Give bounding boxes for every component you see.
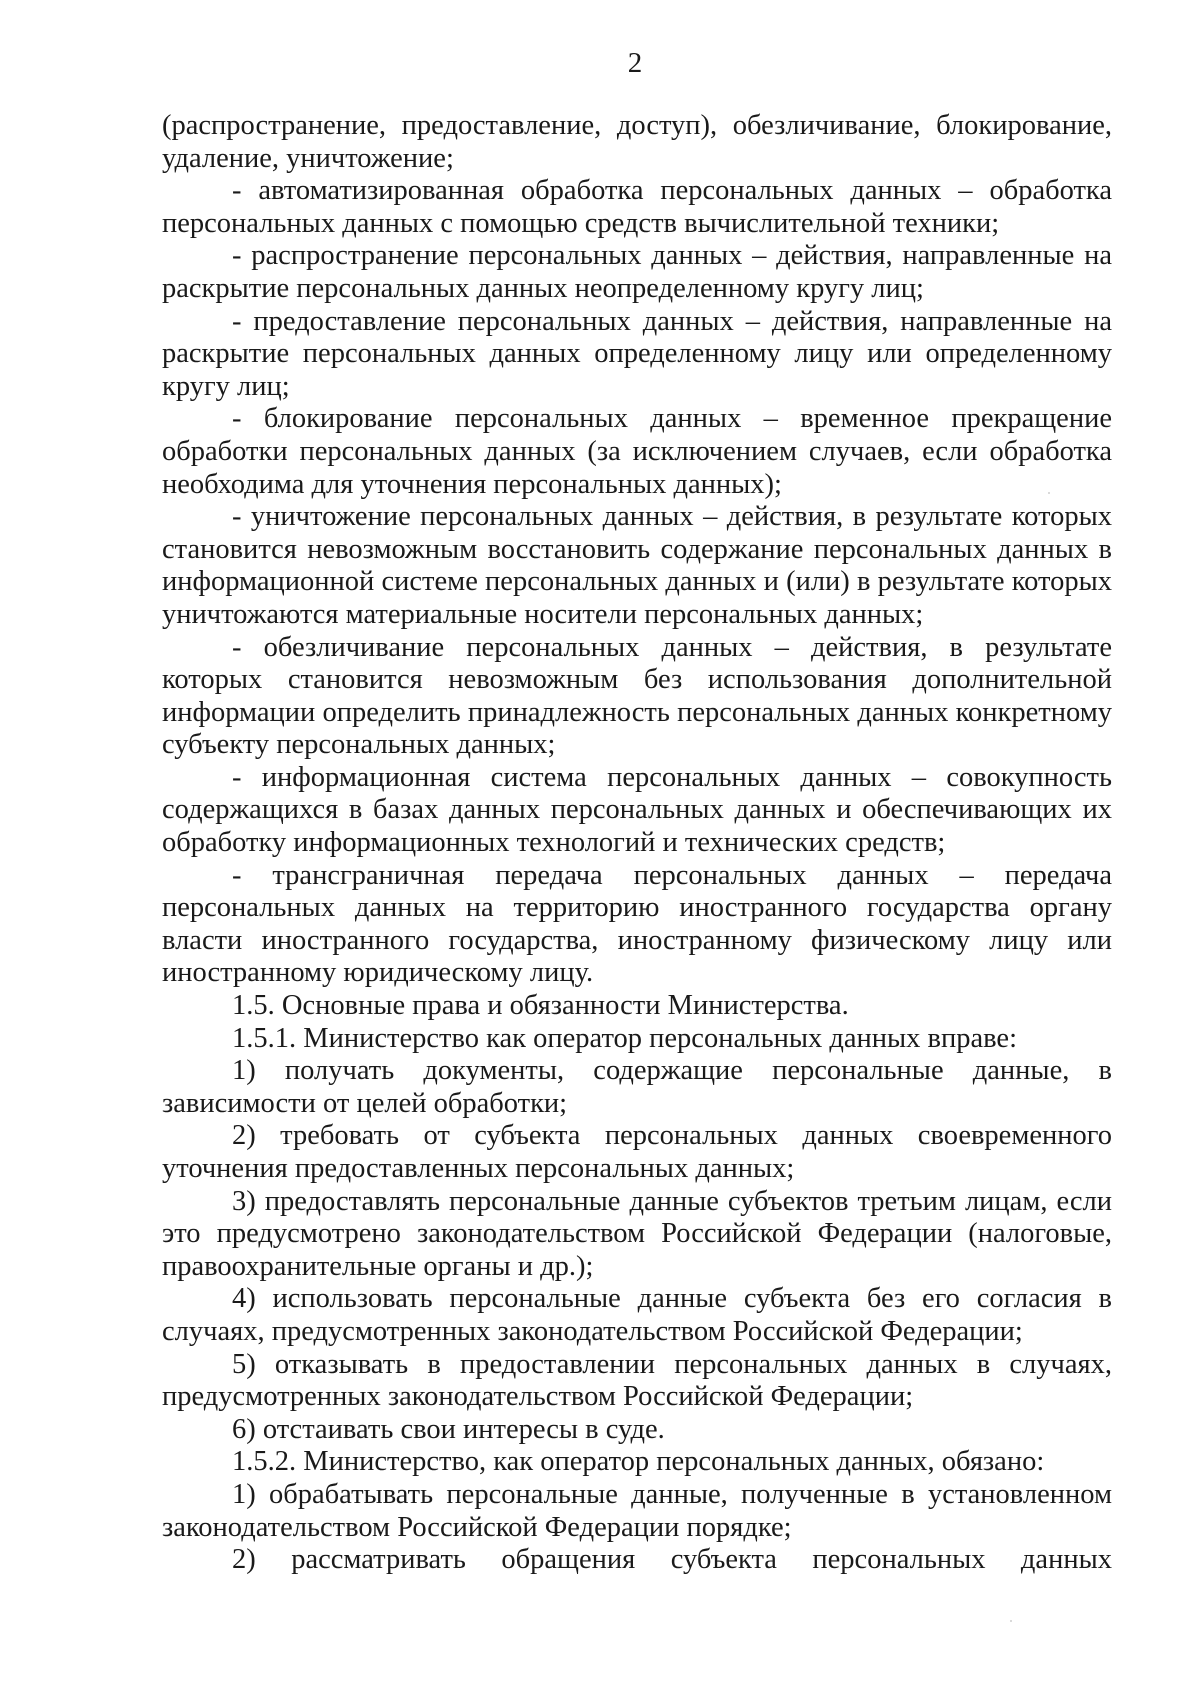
right-item-1: 1) получать документы, содержащие персональные данные, в зависимости от целей обработки; (162, 1055, 1112, 1119)
section-heading-1-5: 1.5. Основные права и обязанности Министерства. (232, 990, 849, 1022)
right-item-5: 5) отказывать в предоставлении персональных данных в случаях, предусмотренных законодательством Российской Федерации; (162, 1348, 1112, 1413)
duty-item-1: 1) обрабатывать персональные данные, полученные в установленном законодательством Российской Федерации порядке; (162, 1478, 1112, 1543)
definition-blocking: - блокирование персональных данных – временное прекращение обработки персональных данных (за исключением случаев, если обработка необходима для уточнения персональных данных); (162, 403, 1112, 500)
definition-information-system: - информационная система персональных данных – совокупность содержащихся в базах данных персональных данных и обеспечивающих их обработку информационных технологий и технических средств; (162, 761, 1112, 859)
document-body (162, 110, 1112, 1577)
duty-item-2: 2) рассматривать обращения субъекта персональных данных (232, 1544, 1112, 1576)
right-item-4: 4) использовать персональные данные субъекта без его согласия в случаях, предусмотренных законодательством Российской Федерации; (162, 1283, 1112, 1347)
definition-distribution: - распространение персональных данных – действия, направленные на раскрытие персональных данных неопределенному кругу лиц; (162, 240, 1112, 304)
page-number: 2 (627, 47, 643, 79)
paragraph-continuation: (распространение, предоставление, доступ), обезличивание, блокирование, удаление, уничтожение; (162, 110, 1112, 174)
definition-destruction: - уничтожение персональных данных – действия, в результате которых становится невозможным восстановить содержание персональных данных в информационной системе персональных данных и (или) в результате которых уничтожаются материальные носители персональных данных; (162, 501, 1112, 630)
right-item-2: 2) требовать от субъекта персональных данных своевременного уточнения предоставленных персональных данных; (162, 1120, 1112, 1184)
scan-speck (1010, 1620, 1012, 1622)
definition-depersonalization: - обезличивание персональных данных – действия, в результате которых становится невозможным без использования дополнительной информации определить принадлежность персональных данных конкретному субъекту персональных данных; (162, 631, 1112, 761)
right-item-3: 3) предоставлять персональные данные субъектов третьим лицам, если это предусмотрено законодательством Российской Федерации (налоговые, правоохранительные органы и др.); (162, 1185, 1112, 1282)
definition-cross-border-transfer: - трансграничная передача персональных данных – передача персональных данных на территорию иностранного государства органу власти иностранного государства, иностранному физическому лицу или иностранному юридическому лицу. (162, 859, 1112, 989)
subsection-1-5-2: 1.5.2. Министерство, как оператор персональных данных, обязано: (232, 1446, 1045, 1478)
definition-provision: - предоставление персональных данных – действия, направленные на раскрытие персональных данных определенному лицу или определенному кругу лиц; (162, 305, 1112, 402)
subsection-1-5-1: 1.5.1. Министерство как оператор персональных данных вправе: (232, 1022, 1017, 1054)
scan-speck (1048, 492, 1050, 494)
definition-automated-processing: - автоматизированная обработка персональных данных – обработка персональных данных с помощью средств вычислительной техники; (162, 175, 1112, 239)
right-item-6: 6) отстаивать свои интересы в суде. (232, 1413, 665, 1445)
